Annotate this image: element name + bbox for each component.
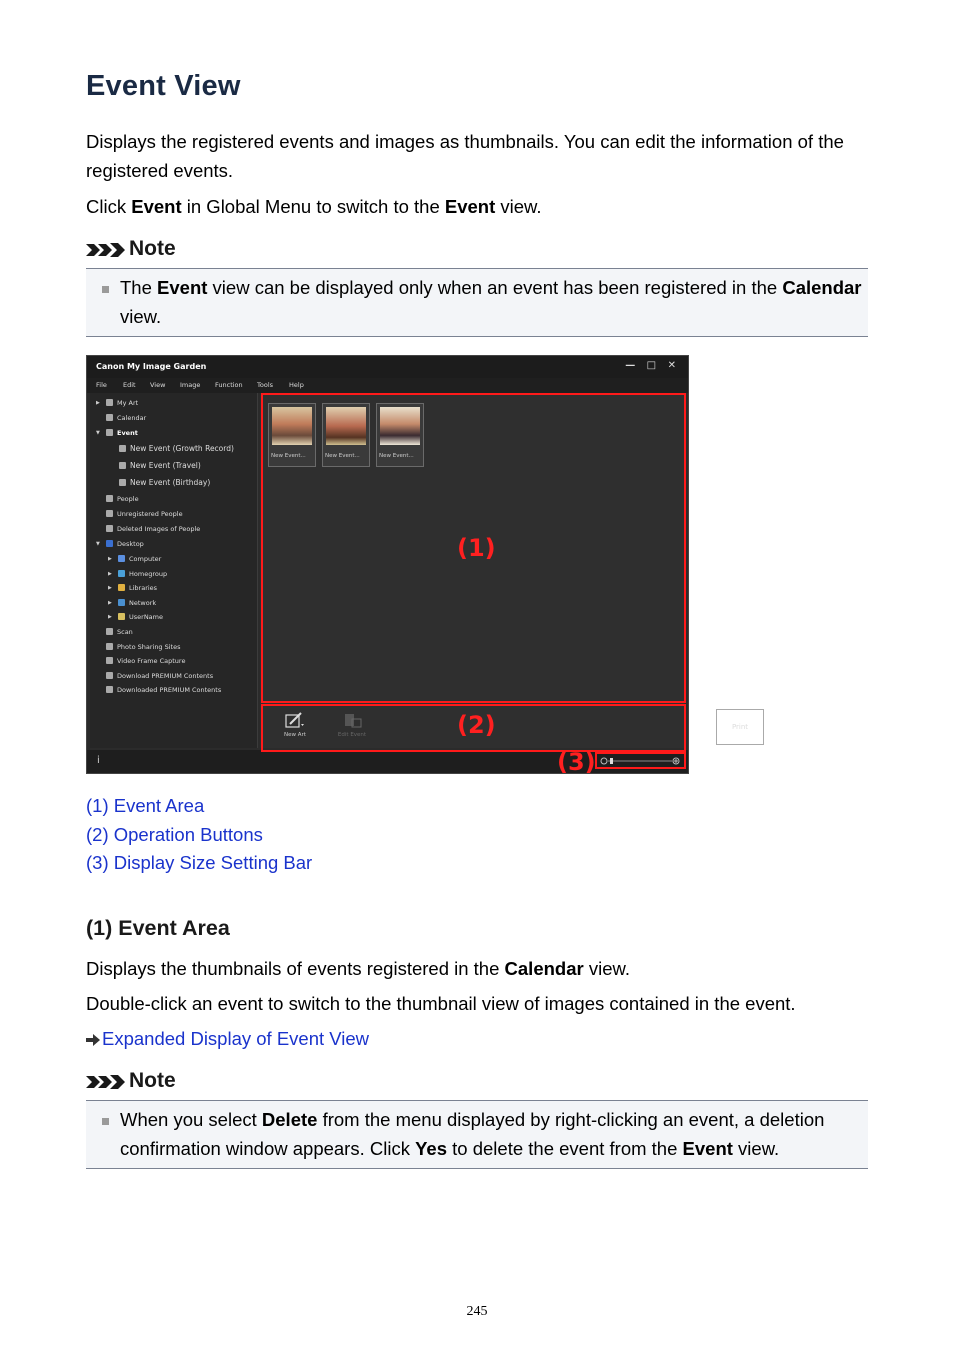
bold-term: Delete [261, 1109, 318, 1130]
tree-item-network[interactable] [108, 597, 157, 609]
note-label: Note [129, 1069, 176, 1092]
text: Click [86, 196, 132, 217]
size-bar-highlight [595, 752, 686, 769]
section-paragraph [86, 954, 868, 983]
tree-label: Network [129, 599, 157, 607]
tree-item-deleted-people[interactable] [106, 523, 200, 535]
label-1: (1) [457, 534, 496, 562]
link-operation-buttons[interactable]: (2) Operation Buttons [86, 823, 263, 845]
text: view. [495, 196, 542, 217]
menu-image[interactable]: Image [180, 381, 201, 389]
intro-instruction [86, 192, 868, 221]
event-icon [119, 479, 126, 486]
menu-bar [87, 378, 688, 393]
computer-icon [118, 555, 125, 562]
note-label: Note [129, 237, 176, 260]
tree-item-my-art[interactable] [96, 397, 139, 409]
scan-icon [106, 628, 113, 635]
menu-help[interactable]: Help [289, 381, 304, 389]
folder-icon [106, 686, 113, 693]
thumbnail-caption: New Event... [271, 453, 306, 459]
collapse-arrow-icon[interactable]: ▼ [96, 541, 100, 547]
section-heading-event-area: (1) Event Area [86, 916, 230, 940]
expand-arrow-icon[interactable]: ▶ [108, 600, 112, 606]
tree-label: Event [117, 429, 138, 437]
note-arrows-icon [86, 242, 126, 258]
button-label: Edit Event [337, 732, 367, 738]
expand-arrow-icon[interactable]: ▶ [96, 400, 100, 406]
note-arrows-icon [86, 1074, 126, 1090]
bold-term: Event [157, 277, 208, 298]
note-item [110, 273, 868, 331]
tree-label: Photo Sharing Sites [117, 643, 181, 651]
text: in Global Menu to switch to the [181, 196, 445, 217]
expand-arrow-icon[interactable]: ▶ [108, 614, 112, 620]
expand-arrow-icon[interactable]: ▶ [108, 556, 112, 562]
user-folder-icon [118, 613, 125, 620]
bullet-icon [102, 1118, 109, 1125]
note-item [110, 1105, 868, 1163]
intro-paragraph: Displays the registered events and images as thumbnails. You can edit the information of the registered events. [86, 131, 844, 181]
calendar-icon [106, 414, 113, 421]
tree-label: Libraries [129, 584, 158, 592]
page-title: Event View [86, 70, 241, 102]
tree-item-event-birthday[interactable] [119, 477, 210, 489]
tree-label: Unregistered People [117, 510, 183, 518]
bold-term: Yes [415, 1138, 448, 1159]
tree-label: Computer [129, 555, 162, 563]
bullet-icon [102, 286, 109, 293]
section-paragraph: Double-click an event to switch to the thumbnail view of images contained in the event. [86, 993, 796, 1014]
text: When you select [120, 1109, 262, 1130]
window-titlebar [87, 356, 688, 378]
tree-item-libraries[interactable] [108, 582, 158, 594]
event-icon [119, 445, 126, 452]
tree-label: Downloaded PREMIUM Contents [117, 686, 222, 694]
desktop-icon [106, 540, 113, 547]
bold-term: Calendar [504, 958, 584, 979]
tree-item-video-frame[interactable] [106, 655, 185, 667]
global-menu-tree [90, 393, 258, 748]
tree-label: Calendar [117, 414, 147, 422]
tree-item-username[interactable] [108, 611, 163, 623]
text: The [120, 277, 158, 298]
tree-label: Scan [117, 628, 133, 636]
video-icon [106, 657, 113, 664]
tree-label: My Art [117, 399, 139, 407]
tree-item-event[interactable] [96, 427, 138, 439]
bold-term: Calendar [782, 277, 862, 298]
expand-arrow-icon[interactable]: ▶ [108, 571, 112, 577]
menu-file[interactable]: File [96, 381, 107, 389]
related-link-line [86, 1024, 868, 1053]
photo-sharing-icon [106, 643, 113, 650]
page-number: 245 [466, 1304, 488, 1319]
note-box [86, 268, 868, 337]
art-icon [106, 399, 113, 406]
libraries-icon [118, 584, 125, 591]
link-event-area[interactable]: (1) Event Area [86, 795, 205, 816]
tree-item-computer[interactable] [108, 553, 162, 565]
label-2: (2) [457, 711, 496, 739]
tree-item-people[interactable] [106, 493, 139, 505]
window-controls[interactable]: — □ ✕ [625, 360, 680, 371]
tree-label: Desktop [117, 540, 144, 548]
text: view. [120, 306, 162, 327]
tree-item-desktop[interactable] [96, 538, 144, 550]
tree-label: Download PREMIUM Contents [117, 672, 214, 680]
bold-term: Event [444, 196, 496, 217]
text: to delete the event from the [447, 1138, 683, 1159]
network-icon [118, 599, 125, 606]
tree-label: Homegroup [129, 570, 168, 578]
tree-label: UserName [129, 613, 163, 621]
link-expanded-display[interactable]: Expanded Display of Event View [102, 1028, 370, 1049]
text: view can be displayed only when an event has been registered in the [207, 277, 783, 298]
thumbnail-caption: New Event... [379, 453, 414, 459]
tree-label: People [117, 495, 139, 503]
tree-item-homegroup[interactable] [108, 568, 168, 580]
menu-view[interactable]: View [150, 381, 166, 389]
event-icon [119, 462, 126, 469]
text: Displays the thumbnails of events registered in the [86, 958, 505, 979]
tree-label: Video Frame Capture [117, 657, 186, 665]
tree-item-scan[interactable] [106, 626, 133, 638]
app-screenshot [86, 355, 749, 776]
tree-item-event-growth[interactable] [119, 443, 234, 455]
link-arrow-icon [86, 1034, 100, 1046]
label-3: (3) [557, 748, 596, 776]
person-icon [106, 525, 113, 532]
tree-label: New Event (Growth Record) [130, 444, 234, 453]
section-links [86, 792, 312, 878]
menu-function[interactable]: Function [215, 381, 243, 389]
tree-item-calendar[interactable] [106, 412, 146, 424]
note-heading [86, 237, 868, 263]
button-label: Print [731, 723, 749, 731]
tree-item-download-premium[interactable] [106, 670, 213, 682]
window-title: Canon My Image Garden [96, 362, 207, 371]
menu-edit[interactable]: Edit [123, 381, 136, 389]
tree-item-photo-sharing[interactable] [106, 641, 181, 653]
note-heading [86, 1069, 868, 1095]
thumbnail-caption: New Event... [325, 453, 360, 459]
event-icon [106, 429, 113, 436]
text: from the menu displayed by right-clicking an event, a deletion confirmation window appears. Click [120, 1109, 825, 1159]
text: view. [732, 1138, 780, 1159]
person-icon [106, 510, 113, 517]
person-icon [106, 495, 113, 502]
tree-item-unregistered-people[interactable] [106, 508, 183, 520]
text: view. [583, 958, 630, 979]
expand-arrow-icon[interactable]: ▶ [108, 585, 112, 591]
homegroup-icon [118, 570, 125, 577]
bold-term: Event [682, 1138, 733, 1159]
collapse-arrow-icon[interactable]: ▼ [96, 430, 100, 436]
note-box [86, 1100, 868, 1169]
info-icon[interactable]: i [97, 755, 100, 766]
tree-item-downloaded-premium[interactable] [106, 684, 221, 696]
button-label: New Art [284, 732, 306, 738]
tree-label: New Event (Travel) [130, 461, 201, 470]
print-button[interactable] [716, 709, 764, 745]
link-display-size-bar[interactable]: (3) Display Size Setting Bar [86, 852, 313, 873]
download-icon [106, 672, 113, 679]
tree-item-event-travel[interactable] [119, 460, 201, 472]
tree-label: New Event (Birthday) [130, 478, 211, 487]
menu-tools[interactable]: Tools [257, 381, 274, 389]
bold-term: Event [131, 196, 182, 217]
tree-label: Deleted Images of People [117, 525, 201, 533]
